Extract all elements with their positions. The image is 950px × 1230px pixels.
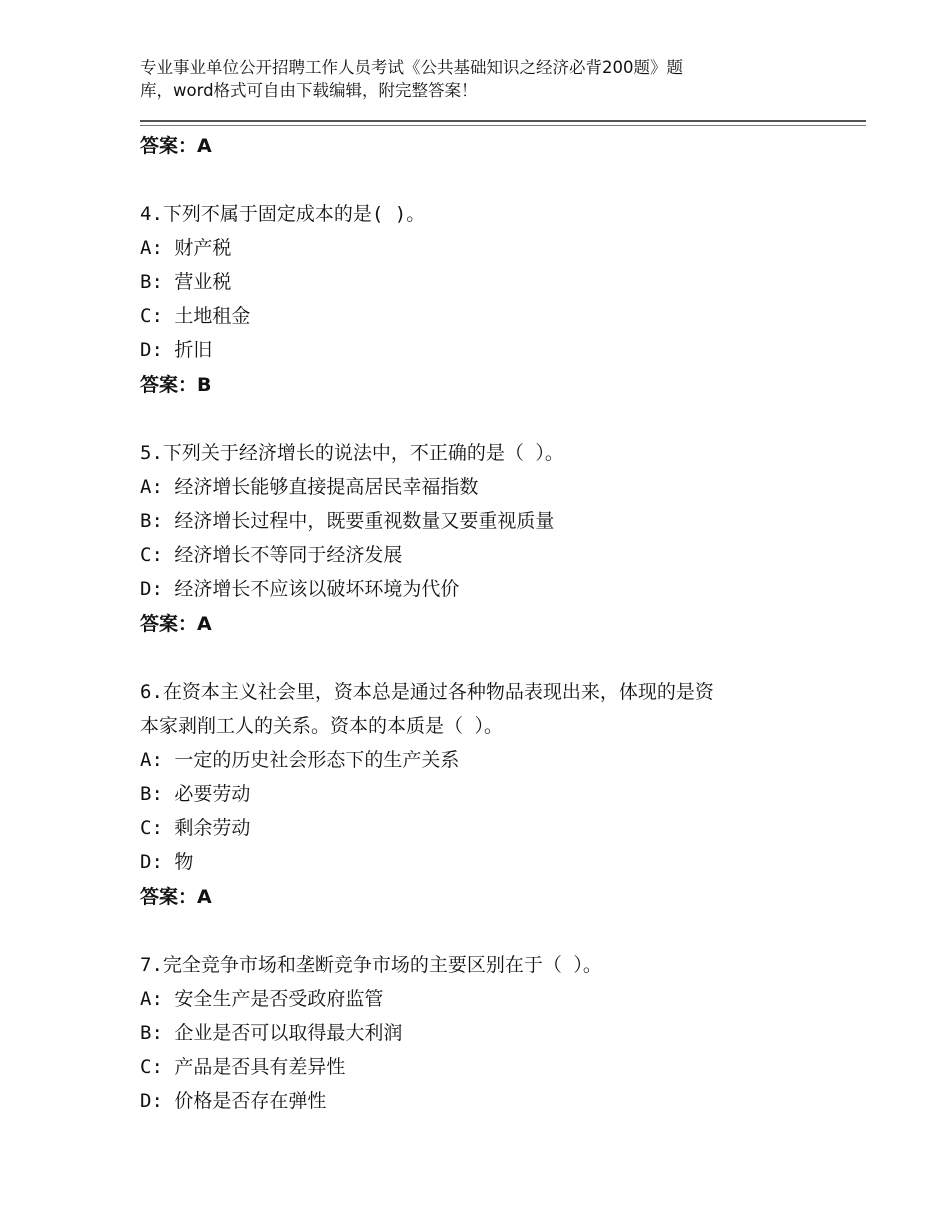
document-header xyxy=(140,56,780,102)
question-5-answer: 答案：A xyxy=(140,613,212,635)
question-7-stem: 7.完全竞争市场和垄断竞争市场的主要区别在于（ ）。 xyxy=(140,954,602,976)
question-6-option-d: D: 物 xyxy=(140,851,194,873)
header-title-line-1: 专业事业单位公开招聘工作人员考试《公共基础知识之经济必背200题》题 xyxy=(140,58,683,77)
question-7-option-d: D: 价格是否存在弹性 xyxy=(140,1090,327,1112)
question-4-option-d: D: 折旧 xyxy=(140,339,213,361)
header-divider-thin xyxy=(140,125,866,126)
question-4-option-b: B: 营业税 xyxy=(140,271,232,293)
question-5-option-a: A: 经济增长能够直接提高居民幸福指数 xyxy=(140,476,479,498)
question-5-option-b: B: 经济增长过程中，既要重视数量又要重视质量 xyxy=(140,510,555,532)
question-6-option-b: B: 必要劳动 xyxy=(140,783,251,805)
question-6-stem-line-2: 本家剥削工人的关系。资本的本质是（ ）。 xyxy=(140,715,503,737)
question-6-option-a: A: 一定的历史社会形态下的生产关系 xyxy=(140,749,460,771)
question-7-option-b: B: 企业是否可以取得最大利润 xyxy=(140,1022,403,1044)
question-4-answer: 答案：B xyxy=(140,374,212,396)
question-4-option-a: A: 财产税 xyxy=(140,237,232,259)
question-7-option-c: C: 产品是否具有差异性 xyxy=(140,1056,346,1078)
question-6-stem-line-1: 6.在资本主义社会里，资本总是通过各种物品表现出来，体现的是资 xyxy=(140,681,714,703)
question-6-option-c: C: 剩余劳动 xyxy=(140,817,251,839)
question-4-option-c: C: 土地租金 xyxy=(140,305,251,327)
previous-answer: 答案：A xyxy=(140,135,212,157)
header-title-line-2: 库，word格式可自由下载编辑，附完整答案！ xyxy=(140,81,478,100)
question-5-option-c: C: 经济增长不等同于经济发展 xyxy=(140,544,403,566)
question-6-answer: 答案：A xyxy=(140,886,212,908)
question-5-option-d: D: 经济增长不应该以破坏环境为代价 xyxy=(140,578,460,600)
question-5-stem: 5.下列关于经济增长的说法中，不正确的是（ ）。 xyxy=(140,442,564,464)
question-4-stem: 4.下列不属于固定成本的是( )。 xyxy=(140,203,426,225)
question-7-option-a: A: 安全生产是否受政府监管 xyxy=(140,988,384,1010)
header-divider-thick xyxy=(140,120,866,122)
